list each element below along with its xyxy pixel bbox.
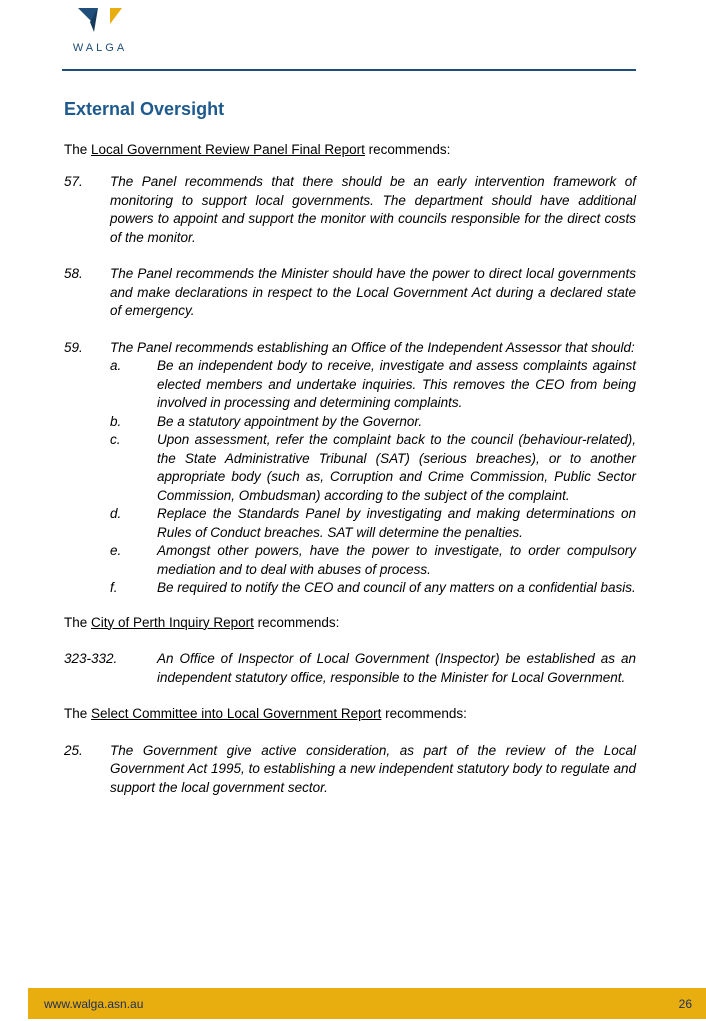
sub-item xyxy=(110,579,636,598)
report-title: City of Perth Inquiry Report xyxy=(91,614,254,630)
sub-item-letter: c. xyxy=(110,432,121,447)
header-rule xyxy=(62,69,636,71)
recommendation-number: 57. xyxy=(64,174,83,189)
sub-item-letter: d. xyxy=(110,506,122,521)
recommendation-number: 58. xyxy=(64,266,83,281)
sub-item-letter: a. xyxy=(110,358,122,373)
section-intro: The Local Government Review Panel Final Report recommends: xyxy=(64,141,451,157)
section-intro: The City of Perth Inquiry Report recommends: xyxy=(64,614,340,630)
walga-logo-icon xyxy=(68,6,132,42)
section-intro: The Select Committee into Local Government Report recommends: xyxy=(64,706,467,721)
sub-item-letter: b. xyxy=(110,413,122,429)
page-number: 26 xyxy=(678,997,692,1011)
recommendation-item xyxy=(64,742,636,798)
sub-item-text: Be an independent body to receive, investigate and assess complaints against elected members and undertake inquiries. This removes the CEO from being involved in processing and determining complaints. xyxy=(157,358,636,410)
sub-item xyxy=(110,357,636,413)
recommendation-item xyxy=(64,650,636,687)
sub-item xyxy=(110,542,636,579)
walga-logo xyxy=(68,6,132,56)
sub-item-letter: f. xyxy=(110,580,118,595)
sub-item-text: Upon assessment, refer the complaint back to the council (behaviour-related), the State Administrative Tribunal (SAT) (serious breaches), or to another appropriate body (such as, Corruption and Crime Commission, Public Sector Commission, Ombudsman) according to the subject of the complaint. xyxy=(157,432,636,503)
recommendation-text: The Panel recommends that there should be an early intervention framework of monitoring to support local governments. The department should have additional powers to appoint and support the monitor with councils responsible for the direct costs of the monitor. xyxy=(110,174,636,245)
sub-item-letter: e. xyxy=(110,543,122,558)
report-title: Select Committee into Local Government Report xyxy=(91,706,382,721)
recommendation-number: 323-332. xyxy=(64,651,118,666)
sub-item xyxy=(110,431,636,505)
recommendation-text: The Panel recommends the Minister should have the power to direct local governments and make declarations in respect to the Local Government Act during a declared state of emergency. xyxy=(110,266,636,318)
recommendation-number: 59. xyxy=(64,339,83,355)
report-title: Local Government Review Panel Final Report xyxy=(91,141,365,157)
page-footer xyxy=(28,988,706,1019)
sub-item-text: Be a statutory appointment by the Governor. xyxy=(157,413,423,429)
sub-item-text: Amongst other powers, have the power to investigate, to order compulsory mediation and to deal with abuses of process. xyxy=(157,543,636,577)
recommendation-text: The Government give active consideration, as part of the review of the Local Government Act 1995, to establishing a new independent statutory body to regulate and support the local government sector. xyxy=(110,742,636,795)
sub-item xyxy=(110,413,636,432)
footer-url[interactable]: www.walga.asn.au xyxy=(44,997,144,1011)
recommendation-text: An Office of Inspector of Local Government (Inspector) be established as an independent statutory office, responsible to the Minister for Local Government. xyxy=(157,651,636,685)
sub-item-text: Be required to notify the CEO and council of any matters on a confidential basis. xyxy=(157,580,636,595)
recommendation-text: The Panel recommends establishing an Office of the Independent Assessor that should: xyxy=(110,339,635,355)
sub-item-text: Replace the Standards Panel by investigating and making determinations on Rules of Conduct breaches. SAT will determine the penalties. xyxy=(157,506,636,540)
logo-text: WALGA xyxy=(72,42,128,54)
page-title: External Oversight xyxy=(64,99,225,119)
recommendation-item xyxy=(64,265,636,321)
recommendation-item xyxy=(64,339,636,598)
sub-item xyxy=(110,505,636,542)
recommendation-number: 25. xyxy=(64,742,83,758)
document-body xyxy=(64,100,636,815)
recommendation-item xyxy=(64,173,636,247)
